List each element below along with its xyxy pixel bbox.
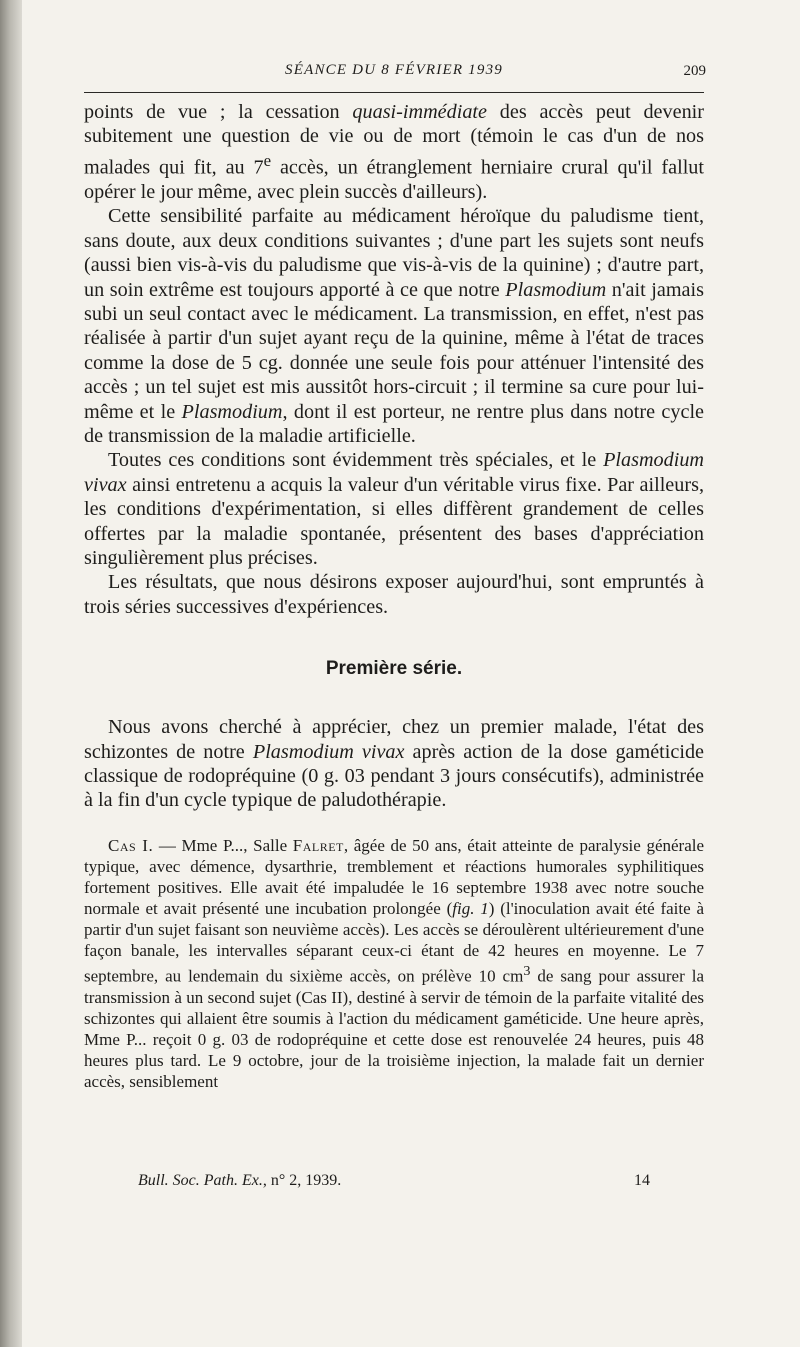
- text-run: Nous avons cherché à apprécier, chez un premier malade, l'état des schizontes de notre: [84, 716, 704, 763]
- body-text: [84, 100, 704, 1092]
- italic-run: Plasmodium: [505, 278, 607, 301]
- case-report: [84, 835, 704, 1092]
- text-run: Cette sensibilité parfaite au médicament héroïque du paludisme tient, sans doute, aux deux conditions suivantes ; d'une part les sujets sont neufs (aussi bien vis-à-vis du paludisme que vis-à-vis de la quinine) ; d'autre part, un soin extrême est toujours apporté à ce que notre: [84, 205, 704, 301]
- superscript: e: [263, 150, 272, 170]
- italic-run: Plasmodium vivax: [84, 449, 704, 496]
- figure-reference: fig. 1: [452, 898, 489, 918]
- paragraph-continuation: [84, 100, 704, 204]
- text-run: , âgée de 50 ans, était atteinte de paralysie générale typique, avec démence, dysarthrie, tremblement et réactions humorales syphilitiques fortement positives. Elle avait été impaludée le 16 septembre 1938 avec notre souche normale et avait présenté une incubation prolongée (: [84, 835, 705, 918]
- text-run: ainsi entretenu a acquis la valeur d'un véritable virus fixe. Par ailleurs, les conditions d'expérimentation, si elles diffèrent grandement de celles offertes par la maladie spontanée, présentent des bases d'appréciation singulièrement plus précises.: [84, 473, 704, 570]
- document-page: [22, 0, 800, 1347]
- running-title: SÉANCE DU 8 FÉVRIER 1939: [285, 62, 503, 78]
- superscript: 3: [523, 962, 531, 979]
- paragraph-first-series: [84, 715, 704, 813]
- paragraph-results: Les résultats, que nous désirons exposer aujourd'hui, sont empruntés à trois séries successives d'expériences.: [84, 571, 704, 618]
- text-run: — Mme P..., Salle: [153, 835, 293, 855]
- text-run: points de vue ; la cessation: [84, 101, 353, 123]
- text-run: Toutes ces conditions sont évidemment très spéciales, et le: [108, 449, 604, 472]
- signature-mark: 14: [634, 1172, 650, 1189]
- header-rule: [84, 92, 704, 93]
- page-binding-edge: [0, 0, 22, 1347]
- footer: [138, 1172, 650, 1190]
- paragraph-conditions: [84, 448, 704, 570]
- journal-title: Bull. Soc. Path. Ex.: [138, 1172, 263, 1189]
- section-heading: Première série.: [325, 658, 463, 680]
- text-run: des accès peut devenir subitement une question de vie ou de mort (témoin le cas d'un de nos malades qui fit, au 7: [84, 101, 704, 179]
- italic-run: quasi-immédiate: [352, 101, 487, 123]
- text-run: ) (l'inoculation avait été faite à partir d'un sujet faisant son neuvième accès). Les accès se déroulèrent ultérieurement d'une façon banale, les intervalles séparant ceux-ci étant de 42 heures en moyenne. Le 7 septembre, au lendemain du sixième accès, on prélève 10 cm: [84, 898, 704, 986]
- italic-run: Plasmodium: [181, 400, 283, 423]
- text-run: de sang pour assurer la transmission à un second sujet (Cas II), destiné à servir de témoin de la parfaite vitalité des schizontes qui allaient être soumis à l'action du médicament gaméticide. Une heure après, Mme P... reçoit 0 g. 03 de rodopréquine et cette dose est renouvelée 24 heures, puis 48 heures plus tard. Le 9 octobre, jour de la troisième injection, la malade fait un dernier accès, sensiblement: [84, 966, 704, 1091]
- journal-citation: [138, 1172, 341, 1189]
- paragraph-sensitivity: [84, 204, 704, 448]
- italic-run: Plasmodium vivax: [252, 740, 405, 763]
- page-number: 209: [683, 63, 706, 79]
- case-label: Cas I.: [108, 835, 154, 855]
- text-run: , dont il est porteur, ne rentre plus dans notre cycle de transmission de la maladie artificielle.: [84, 400, 705, 448]
- text-run: accès, un étranglement herniaire crural qu'il fallut opérer le jour même, avec plein succès d'ailleurs).: [84, 156, 705, 203]
- text-run: n'ait jamais subi un seul contact avec le médicament. La transmission, en effet, n'est pas réalisée à partir d'un sujet ayant reçu de la quinine, même à l'état de traces comme la dose de 5 cg. donnée une seule fois pour atténuer l'intensité des accès ; un tel sujet est mis aussitôt hors-circuit ; il termine sa cure pour lui-même et le: [84, 278, 704, 423]
- ward-name: Falret: [292, 835, 344, 855]
- text-run: après action de la dose gaméticide classique de rodopréquine (0 g. 03 pendant 3 jours consécutifs), administrée à la fin d'un cycle typique de paludothérapie.: [84, 740, 705, 812]
- running-head: [84, 62, 704, 86]
- journal-issue: , n° 2, 1939.: [262, 1172, 342, 1189]
